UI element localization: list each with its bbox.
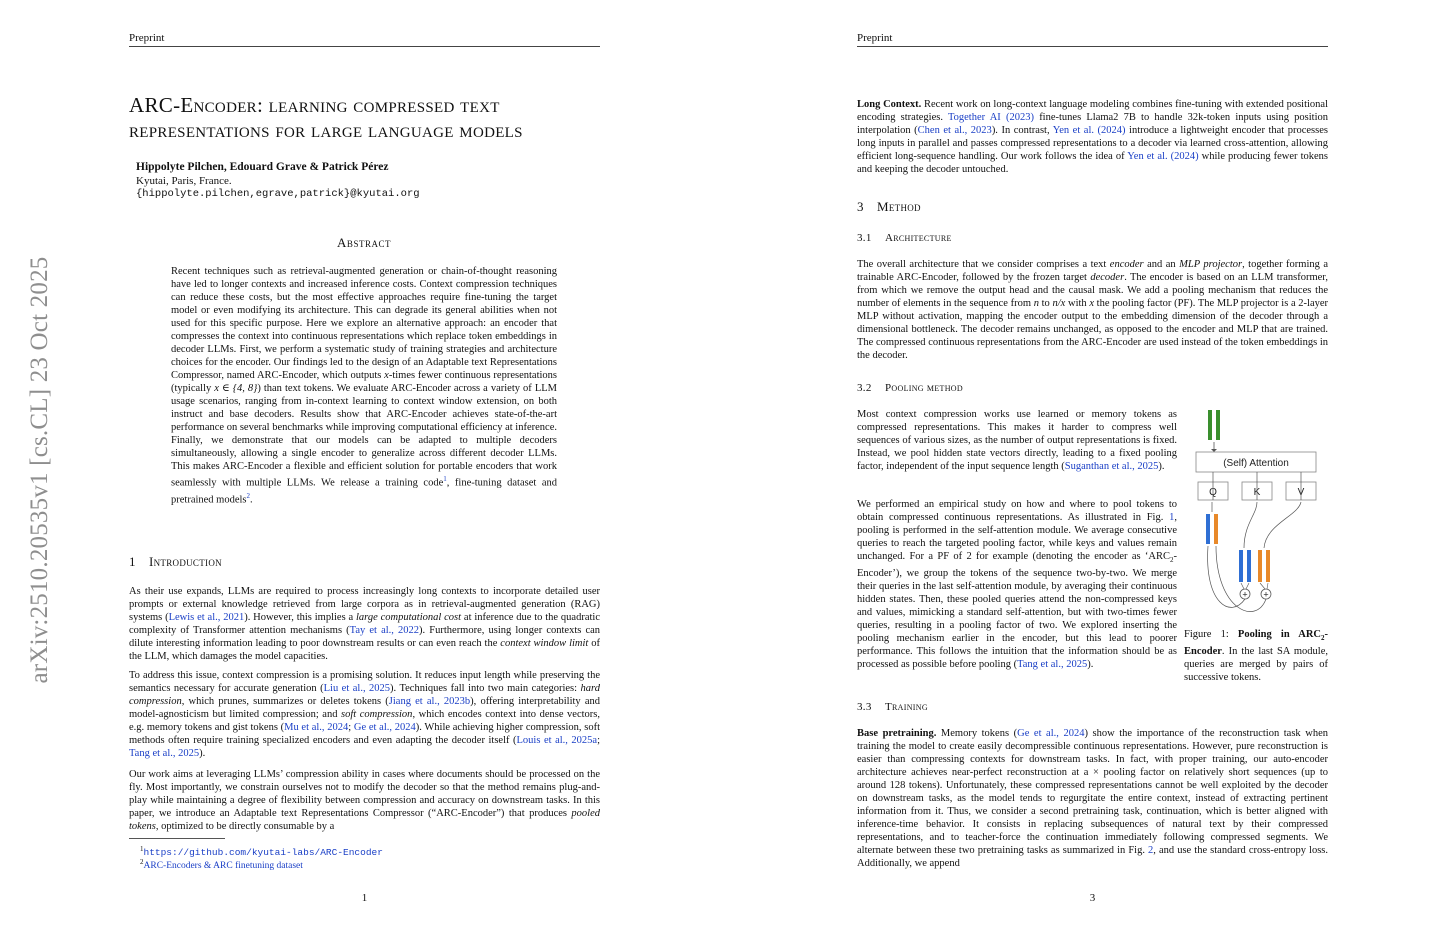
- intro-paragraph-3: Our work aims at leveraging LLMs’ compression ability in cases where documents should be processed on the fly. Most importantly, we constrain ourselves not to modify the decoder so that the method remains plug-and-play while maintaining a degree of flexibility between compression and accuracy on downstream tasks. In this paper, we introduce an Adaptable text Representations Compressor (“ARC-Encoder”) that produces pooled tokens, optimized to be directly consumable by a: [129, 769, 600, 832]
- section-heading-method: 3 Method: [857, 199, 921, 214]
- pooling-paragraph-2: We performed an empirical study on how and where to pool tokens to obtain compressed continuous representations. As illustrated in Fig. 1, pooling is performed in the self-attention module. We average consecutive queries to reach the targeted pooling factor, while keys and values remain unchanged. For a PF of 2 for example (denoting the encoder as ‘$ARC_2-Encoder$’), we group the tokens of the sequence two-by-two. We merge their queries in the last self-attention module, by averaging their continuous hidden states. Then, these pooled queries attend the non-compressed keys and values, mimicking a standard self-attention, but with two-times fewer queries, resulting in a pooling factor of two. We explored inserting the pooling mechanism earlier in the encoder, but this lead to poorer performance. This follows the intuition that the information should be as processed as possible before pooling (Tang et al., 2025).: [857, 499, 1177, 671]
- sum-symbol: +: [1242, 589, 1248, 600]
- sum-symbol: +: [1263, 589, 1269, 600]
- long-context-paragraph: Long Context. Recent work on long-context language modeling combines fine-tuning with extended positional encoding strategies. Together AI (2023) fine-tunes Llama2 7B to handle 32k-token inputs using position interpolation (Chen et al., 2023). In contrast, Yen et al. (2024) introduce a lightweight encoder that processes long inputs in parallel and passes compressed representations to a decoder via learned cross-attention, allowing efficient long-sequence handling. Our work follows the idea of Yen et al. (2024) while producing fewer tokens and keeping the decoder untouched.: [857, 99, 1328, 175]
- paper-title: ARC-Encoder: learning compressed text representations for large language models: [129, 93, 523, 142]
- affiliation: Kyutai, Paris, France.: [136, 175, 232, 187]
- output-tokens: [1208, 410, 1220, 440]
- subsection-heading-training: 3.3 Training: [857, 701, 928, 713]
- figure-caption: Figure 1: Pooling in $ARC_2$-Encoder. In the last SA module, queries are merged by pairs of successive tokens.: [1184, 629, 1328, 684]
- arxiv-identifier: arXiv:2510.20535v1 [cs.CL] 23 Oct 2025: [26, 256, 53, 684]
- page-number: 3: [1089, 892, 1096, 904]
- author-emails: {hippolyte.pilchen,egrave,patrick}@kyutai.org: [136, 188, 420, 200]
- input-token-bar: [1239, 550, 1243, 582]
- footnote-ref[interactable]: 2: [246, 491, 251, 500]
- subsection-heading-architecture: 3.1 Architecture: [857, 232, 952, 244]
- footnote-rule: [129, 838, 225, 839]
- authors: Hippolyte Pilchen, Edouard Grave & Patrick Pérez: [136, 161, 389, 173]
- footnote-ref[interactable]: 1: [443, 475, 447, 483]
- citation-link[interactable]: Louis et al., 2025a: [516, 735, 598, 746]
- abstract-text: Recent techniques such as retrieval-augmented generation or chain-of-thought reasoning have led to longer contexts and increased inference costs. Context compression techniques can reduce these costs, but the most effective approaches require fine-tuning the target model or even modifying its architecture. This can degrade its general abilities when not used for this specific purpose. Here we explore an alternative approach: an encoder that compresses the context into continuous representations which replace token embeddings in decoder LLMs. First, we perform a systematic study of training strategies and architecture choices for the encoder. Our findings led to the design of an Adaptable text Representations Compressor, named ARC-Encoder, which outputs x-times fewer continuous representations (typically x ∈ {4, 8}) than text tokens. We evaluate ARC-Encoder across a variety of LLM usage scenarios, ranging from in-context learning to context window extension, on both instruct and base decoders. Results show that ARC-Encoder achieves state-of-the-art performance on several benchmarks while improving computational efficiency at inference. Finally, we demonstrate that our models can be adapted to multiple decoders simultaneously, allowing a single encoder to generalize across different decoder LLMs. This makes ARC-Encoder a flexible and efficient solution for portable encoders that work seamlessly with multiple LLMs. We release a training code$^1$, fine-tuning dataset and pretrained models$^2$.: [171, 266, 557, 505]
- citation-link[interactable]: Mu et al., 2024: [284, 722, 349, 733]
- citation-link[interactable]: Yen et al. (2024): [1127, 151, 1199, 162]
- query-label: Q: [1209, 487, 1217, 498]
- pooling-paragraph-1: Most context compression works use learned or memory tokens as compressed representations. This makes it harder to compress well sequences of various sizes, as the number of output representations is fixed. Instead, we pool hidden state vectors directly, leading to a fixed pooling factor, independent of the input sequence length (Suganthan et al., 2025).: [857, 409, 1177, 472]
- citation-link[interactable]: Tang et al., 2025: [129, 748, 200, 759]
- pooled-query-bar: [1206, 514, 1210, 544]
- connector-line: [1267, 583, 1268, 589]
- citation-link[interactable]: Liu et al., 2025: [323, 683, 391, 694]
- citation-link[interactable]: Ge et al., 2024: [353, 722, 416, 733]
- connector-line: [1264, 502, 1301, 548]
- citation-link[interactable]: Lewis et al., 2021: [168, 612, 245, 623]
- citation-link[interactable]: Tang et al., 2025: [1017, 659, 1088, 671]
- output-token-bar: [1216, 410, 1220, 440]
- header-rule: [129, 46, 600, 47]
- input-token-bar: [1266, 550, 1270, 582]
- github-link[interactable]: https://github.com/kyutai-labs/ARC-Encoder: [143, 847, 383, 859]
- self-attention-label: (Self) Attention: [1223, 458, 1289, 469]
- page-number: 1: [361, 892, 368, 904]
- footnote-1: $^1$https://github.com/kyutai-labs/ARC-Encoder: [140, 845, 383, 859]
- training-paragraph: Base pretraining. Memory tokens (Ge et al., 2024) show the importance of the reconstruction task when training the model to create easily decompressible continuous representations. However, pure reconstruction is easier than compressing contexts for downstream tasks. In fact, with proper training, our auto-encoder architecture achieves near-perfect reconstruction at a × pooling factor on relatively short sequences (up to around 128 tokens). Unfortunately, these compressed representations cannot be well exploited by the decoder on downstream tasks, as the model tends to regurgitate the entire context, instead of extracting pertinent information from it. Thus, we consider a second pretraining task, continuation, which is better aligned with inference-time behavior. It consists in replacing subsequences of natural text by their compressed representations, and to teacher-force the continuation immediately following compressed segments. We alternate between these two pretraining tasks as summarized in Fig. 2, and use the standard cross-entropy loss. Additionally, we append: [857, 728, 1328, 869]
- pooling-figure: [1186, 404, 1330, 622]
- value-label: V: [1297, 487, 1305, 498]
- citation-link[interactable]: Together AI (2023): [947, 112, 1034, 123]
- pooled-queries: [1206, 514, 1218, 544]
- figure-ref[interactable]: 1: [1169, 512, 1175, 523]
- footnote-2: $^2$ARC-Encoders & ARC finetuning dataset: [140, 858, 303, 872]
- output-token-bar: [1208, 410, 1212, 440]
- running-header: Preprint: [857, 32, 893, 44]
- dataset-link[interactable]: ARC-Encoders & ARC finetuning dataset: [143, 861, 303, 872]
- citation-link[interactable]: Tay et al., 2022: [349, 625, 420, 636]
- input-tokens: [1239, 550, 1270, 582]
- pooled-query-bar: [1214, 514, 1218, 544]
- running-header: Preprint: [129, 32, 165, 44]
- connector-line: [1244, 502, 1257, 548]
- section-heading-introduction: 1 Introduction: [129, 554, 222, 569]
- input-token-bar: [1258, 550, 1262, 582]
- connector-line: [1241, 583, 1244, 589]
- key-label: K: [1253, 487, 1261, 498]
- connector-line: [1260, 583, 1265, 589]
- citation-link[interactable]: Jiang et al., 2023b: [388, 696, 471, 707]
- citation-link[interactable]: Suganthan et al., 2025: [1064, 461, 1159, 472]
- citation-link[interactable]: Chen et al., 2023: [917, 125, 992, 136]
- header-rule: [857, 46, 1328, 47]
- subsection-heading-pooling: 3.2 Pooling method: [857, 382, 963, 394]
- citation-link[interactable]: Yen et al. (2024): [1052, 125, 1126, 136]
- citation-link[interactable]: Ge et al., 2024: [1017, 728, 1085, 739]
- intro-paragraph-1: As their use expands, LLMs are required to process increasingly long contexts to incorporate detailed user prompts or external knowledge retrieved from large corpora as in retrieval-augmented generation (RAG) systems (Lewis et al., 2021). However, this implies a large computational cost at inference due to the quadratic complexity of Transformer attention mechanisms (Tay et al., 2022). Furthermore, using longer contexts can dilute interesting information leading to poor downstream results or can even reach the context window limit of the LLM, which damages the model capacities.: [129, 586, 601, 662]
- abstract-heading: Abstract: [337, 235, 391, 250]
- input-token-bar: [1247, 550, 1251, 582]
- arrow-head: [1211, 449, 1217, 452]
- intro-paragraph-2: To address this issue, context compression is a promising solution. It reduces input length while preserving the semantics necessary for accurate generation (Liu et al., 2025). Techniques fall into two main categories: hard compression, which prunes, summarizes or deletes tokens (Jiang et al., 2023b), offering interpretability and model-agnosticism but limited compression; and soft compression, which encodes context into dense vectors, e.g. memory tokens and gist tokens (Mu et al., 2024; Ge et al., 2024). While achieving higher compression, soft methods often require training specialized encoders and even adapting the decoder itself (Louis et al., 2025a; Tang et al., 2025).: [129, 670, 601, 759]
- connector-line: [1246, 583, 1249, 589]
- figure-ref[interactable]: 2: [1148, 845, 1154, 856]
- architecture-paragraph: The overall architecture that we consider comprises a text encoder and an MLP projector, together forming a trainable ARC-Encoder, followed by the frozen target decoder. The encoder is based on an LLM transformer, from which we remove the output head and the causal mask. We add a pooling mechanism that reduces the number of elements in the sequence from n to n/x with x the pooling factor (PF). The MLP projector is a 2-layer MLP without activation, mapping the encoder output to the embedding dimension of the decoder through a dimensional bottleneck. The decoder remains unchanged, as opposed to the encoder and MLP that are trained. The compressed continuous representations from the ARC-Encoder are used instead of the token embeddings in the decoder.: [857, 259, 1329, 361]
